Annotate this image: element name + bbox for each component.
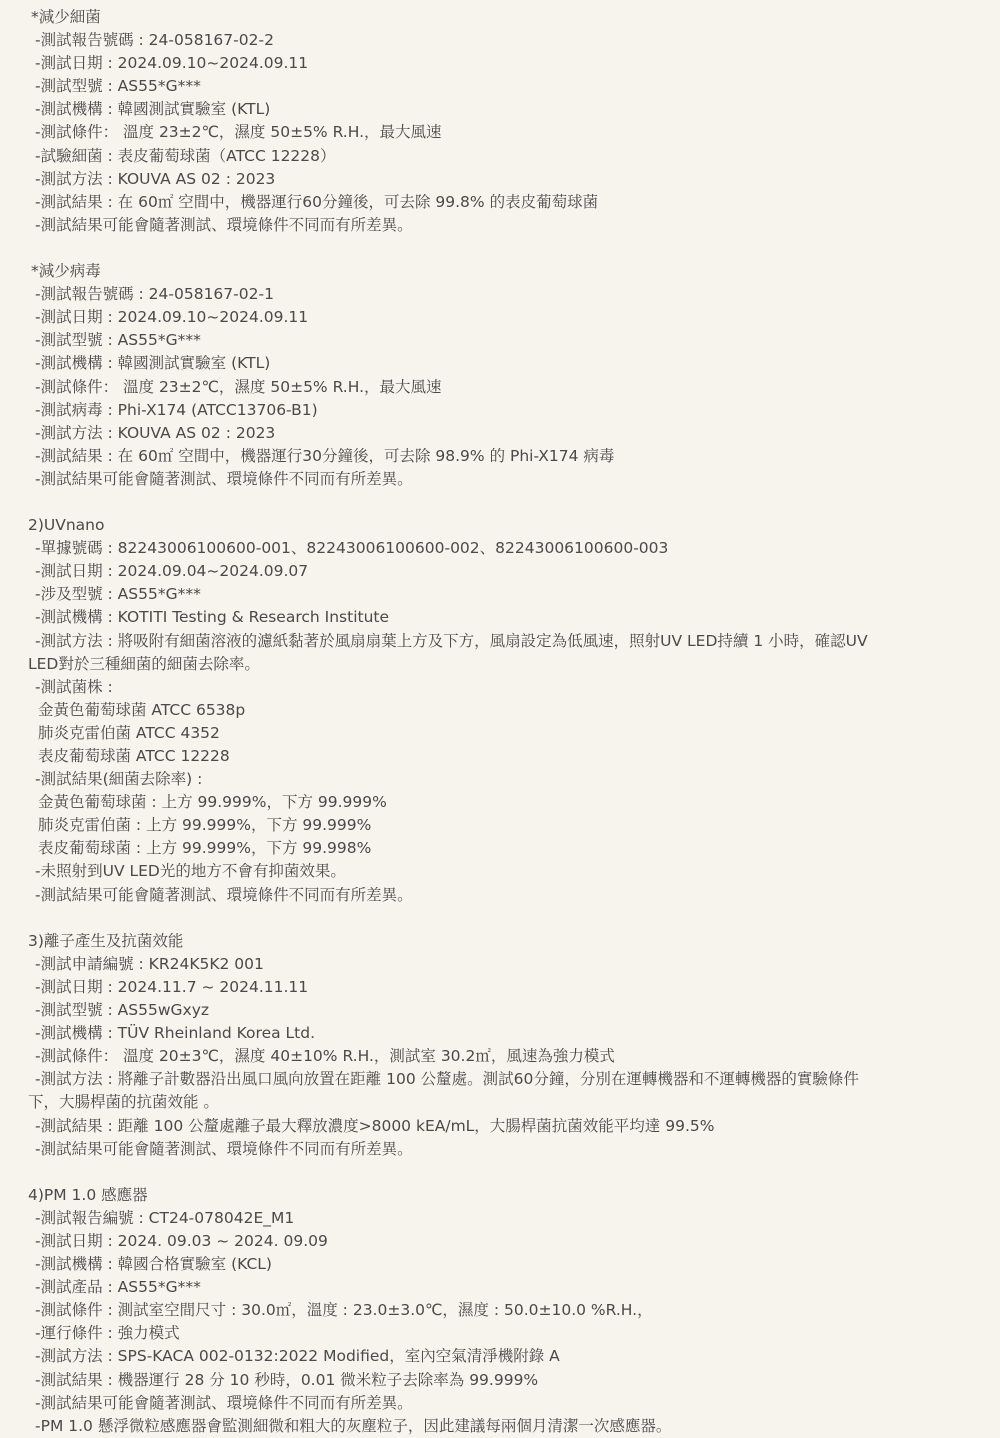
spec-line: -測試型號 : AS55*G***	[35, 77, 201, 96]
spec-line: -測試日期 : 2024. 09.03 ~ 2024. 09.09	[35, 1231, 328, 1250]
strain-item: 表皮葡萄球菌 ATCC 12228	[38, 747, 230, 765]
spec-line: -測試日期 : 2024.09.04~2024.09.07	[35, 562, 309, 581]
spacer	[28, 907, 976, 930]
spec-line: -測試機構 : KOTITI Testing & Research Institute	[35, 608, 390, 627]
spec-line: -PM 1.0 懸浮微粒感應器會監測細微和粗大的灰塵粒子，因此建議每兩個月清潔一次感應器。	[35, 1416, 672, 1435]
spec-line: -試驗細菌 : 表皮葡萄球菌（ATCC 12228）	[35, 146, 336, 165]
note-line: -測試結果可能會隨著測試、環境條件不同而有所差異。	[35, 885, 413, 904]
section-title: 4)PM 1.0 感應器	[28, 1185, 148, 1204]
spec-line: -測試型號 : AS55*G***	[35, 331, 201, 350]
spec-line: -測試報告編號 : CT24-078042E_M1	[35, 1208, 295, 1227]
spec-line: -測試機構 : 韓國測試實驗室 (KTL)	[35, 354, 271, 373]
spec-line: -測試條件： 溫度 20±3℃，濕度 40±10% R.H.，測試室 30.2㎡，風速為強力模式	[35, 1047, 615, 1066]
spec-line: -測試結果可能會隨著測試、環境條件不同而有所差異。	[35, 469, 413, 488]
spec-line: -測試日期 : 2024.09.10~2024.09.11	[35, 308, 309, 327]
spec-line: -測試方法 : KOUVA AS 02 : 2023	[35, 423, 276, 442]
spec-line: -單據號碼 : 82243006100600-001、82243006100600-002、82243006100600-003	[35, 539, 669, 558]
spec-line: -測試方法 : 將離子計數器沿出風口風向放置在距離 100 公釐處。測試60分鐘，分別在運轉機器和不運轉機器的實驗條件	[35, 1070, 859, 1089]
uvnano-section	[28, 514, 976, 907]
section-title: 2)UVnano	[28, 516, 105, 535]
spec-line: -測試結果可能會隨著測試、環境條件不同而有所差異。	[35, 1393, 413, 1412]
spec-line: -測試結果 : 距離 100 公釐處離子最大釋放濃度>8000 kEA/mL，大腸桿菌抗菌效能平均達 99.5%	[35, 1116, 715, 1135]
section-title: 3)離子產生及抗菌效能	[28, 931, 184, 950]
ion-section	[28, 930, 976, 1161]
section-title: *減少細菌	[31, 8, 101, 26]
spec-line: -運行條件 : 強力模式	[35, 1324, 180, 1343]
spec-line: -測試結果可能會隨著測試、環境條件不同而有所差異。	[35, 1139, 413, 1158]
spec-line: -測試報告號碼 : 24-058167-02-2	[35, 31, 274, 50]
spec-line: -測試型號 : AS55wGxyz	[35, 1001, 210, 1020]
spacer	[28, 491, 976, 514]
spec-line: -測試申請編號 : KR24K5K2 001	[35, 954, 264, 973]
spec-line-continuation: 下，大腸桿菌的抗菌效能 。	[28, 1093, 219, 1112]
strain-item: 肺炎克雷伯菌 ATCC 4352	[38, 723, 220, 742]
spec-line: -測試日期 : 2024.11.7 ~ 2024.11.11	[35, 977, 309, 996]
spacer	[28, 1161, 976, 1184]
result-item: 表皮葡萄球菌 : 上方 99.999%，下方 99.998%	[38, 839, 372, 858]
result-item: 金黃色葡萄球菌 : 上方 99.999%，下方 99.999%	[38, 793, 387, 812]
spec-line: -測試機構 : TÜV Rheinland Korea Ltd.	[35, 1024, 316, 1043]
spec-line: -測試產品 : AS55*G***	[35, 1278, 201, 1297]
strain-item: 金黃色葡萄球菌 ATCC 6538p	[38, 700, 246, 719]
spacer	[28, 237, 976, 260]
spec-line: -測試機構 : 韓國測試實驗室 (KTL)	[35, 100, 271, 119]
spec-line: -測試條件： 溫度 23±2℃，濕度 50±5% R.H.，最大風速	[35, 123, 442, 142]
spec-line: -測試條件 : 測試室空間尺寸 : 30.0㎡，溫度 : 23.0±3.0℃，濕度 : 50.0±10.0 %R.H.，	[35, 1301, 653, 1320]
pm-sensor-section	[28, 1184, 976, 1438]
section-title: *減少病毒	[31, 262, 101, 281]
strain-label: -測試菌株 :	[35, 677, 113, 696]
spec-line: -測試結果可能會隨著測試、環境條件不同而有所差異。	[35, 215, 413, 234]
spec-line: -測試方法 : KOUVA AS 02 : 2023	[35, 169, 276, 188]
spec-line: -測試結果 : 在 60㎡ 空間中，機器運行60分鐘後，可去除 99.8% 的表皮葡萄球菌	[35, 192, 599, 211]
spec-line: -測試結果 : 機器運行 28 分 10 秒時，0.01 微米粒子去除率為 99.999%	[35, 1370, 539, 1389]
spec-line: -測試方法 : 將吸附有細菌溶液的濾紙黏著於風扇扇葉上方及下方，風扇設定為低風速，照射UV LED持續 1 小時，確認UV	[35, 631, 868, 650]
spec-line: -測試機構 : 韓國合格實驗室 (KCL)	[35, 1255, 272, 1274]
spec-line: -測試條件： 溫度 23±2℃，濕度 50±5% R.H.，最大風速	[35, 377, 442, 396]
bacteria-section	[28, 6, 976, 237]
spec-line: -測試病毒 : Phi-X174 (ATCC13706-B1)	[35, 400, 318, 419]
spec-line: -測試方法 : SPS-KACA 002-0132:2022 Modified，室內空氣清淨機附錄 A	[35, 1347, 560, 1366]
spec-line-continuation: LED對於三種細菌的細菌去除率。	[28, 654, 260, 673]
virus-section	[28, 260, 976, 491]
note-line: -未照射到UV LED光的地方不會有抑菌效果。	[35, 862, 346, 881]
spec-line: -涉及型號 : AS55*G***	[35, 585, 201, 604]
result-label: -測試結果(細菌去除率) :	[35, 770, 203, 789]
spec-line: -測試結果 : 在 60㎡ 空間中，機器運行30分鐘後，可去除 98.9% 的 Phi-X174 病毒	[35, 446, 615, 465]
spec-line: -測試日期 : 2024.09.10~2024.09.11	[35, 54, 309, 73]
spec-line: -測試報告號碼 : 24-058167-02-1	[35, 285, 274, 304]
result-item: 肺炎克雷伯菌 : 上方 99.999%，下方 99.999%	[38, 816, 372, 835]
